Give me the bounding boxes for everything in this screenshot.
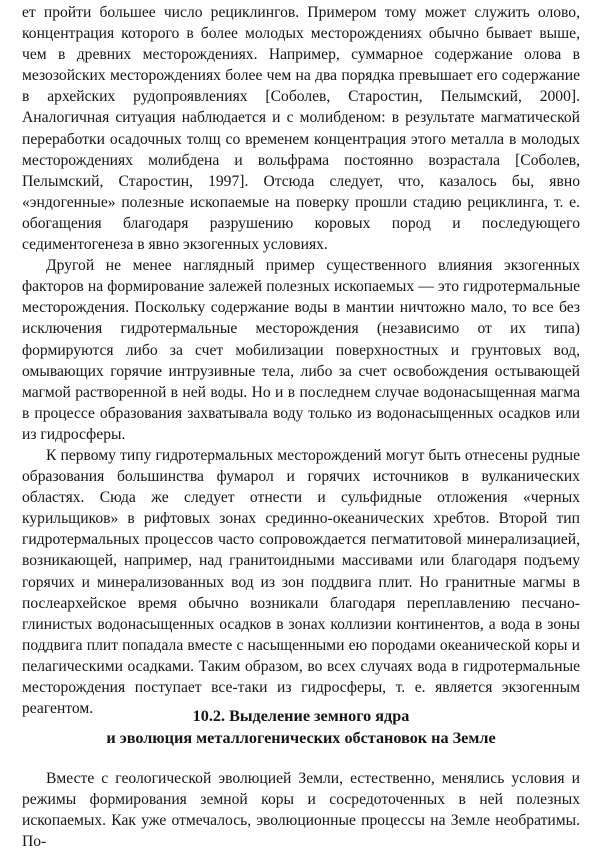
paragraph-geological-evolution: Вместе с геологической эволюцией Земли, естественно, менялись условия и режимы формирования земной коры и сосредоточенных в ней полезных ископаемых. Как уже отмечалось, эволюционные процессы на Земле необратимы. По- bbox=[22, 770, 580, 851]
section-text bbox=[22, 768, 580, 852]
paragraph-hydrothermal-types: К первому типу гидротермальных месторождений могут быть отнесены рудные образования большинства фумарол и горячих источников в вулканических областях. Сюда же следует отнести и сульфидные отложения «черных курильщиков» в рифтовых зонах срединно-океанических хребтов. Второй тип гидротермальных процессов часто сопровождается пегматитовой минерализацией, возникающей, например, над гранитоидными массивами или благодаря подъему горячих и минерализованных вод из зон поддвига плит. Но гранитные магмы в послеархейское время обычно возникали благодаря переплавлению песчано-глинистых водонасыщенных осадков в зонах коллизии континентов, а вода в зоны поддвига плит попадала вместе с насыщенными ею породами океанической коры и пелагическими осадками. Таким образом, во всех случаях вода в гидротермальные месторождения поступает все-таки из гидросферы, т. е. является экзогенным реагентом. bbox=[22, 446, 580, 718]
main-text bbox=[22, 2, 580, 719]
section-heading-line-2: и эволюция металлогенических обстановок на Земле bbox=[106, 729, 496, 747]
section-heading-line-1: 10.2. Выделение земного ядра bbox=[192, 707, 410, 725]
paragraph-tin-recycling: ет пройти большее число рециклингов. Примером тому может служить олово, концентрация которого в более молодых месторождениях обычно бывает выше, чем в древних месторождениях. Например, суммарное содержание олова в мезозойских месторождениях более чем на два порядка превышает его содержание в архейских рудопроявлениях [Соболев, Старостин, Пелымский, 2000]. Аналогичная ситуация наблюдается и с молибденом: в результате магматической переработки осадочных толщ со временем концентрация этого металла в молодых месторождениях молибдена и вольфрама постоянно возрастала [Соболев, Пелымский, Старостин, 1997]. Отсюда следует, что, казалось бы, явно «эндогенные» полезные ископаемые на поверку прошли стадию рециклинга, т. е. обогащения благодаря разрушению коровых пород и последующего седиментогенеза в явно экзогенных условиях. bbox=[22, 4, 580, 254]
paragraph-hydrothermal-deposits: Другой не менее наглядный пример существенного влияния экзогенных факторов на формирование залежей полезных ископаемых — это гидротермальные месторождения. Поскольку содержание воды в мантии ничтожно мало, то все без исключения гидротермальные месторождения (независимо от их типа) формируются либо за счет мобилизации поверхностных и грунтовых вод, омывающих горячие интрузивные тела, либо за счет освобождения остывающей магмой растворенной в ней воды. Но и в последнем случае водонасыщенная магма в процессе образования захватывала воду только из водонасыщенных осадков или из гидросферы. bbox=[22, 257, 580, 443]
section-heading bbox=[22, 705, 580, 749]
